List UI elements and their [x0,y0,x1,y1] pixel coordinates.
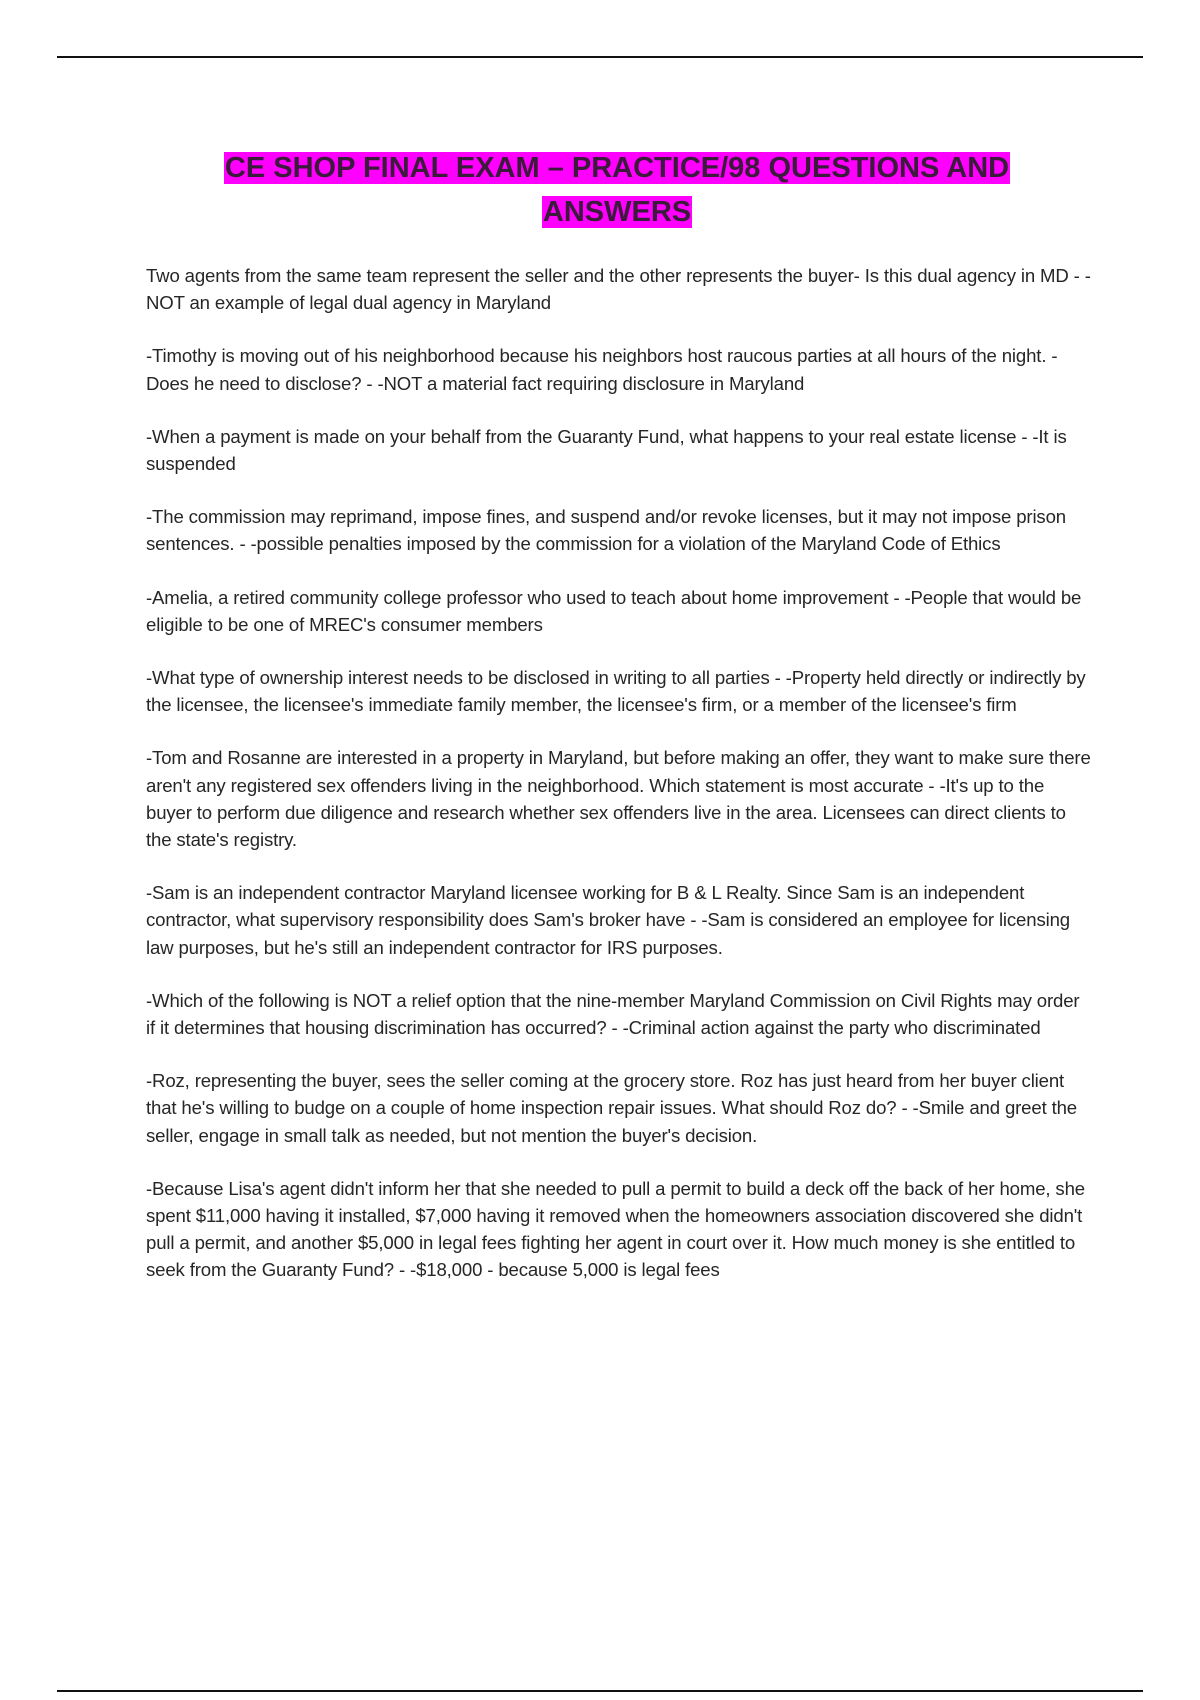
title-block [150,146,1084,234]
footer-divider [57,1690,1143,1692]
header-divider [57,56,1143,58]
qa-item-2: -Timothy is moving out of his neighborhood because his neighbors host raucous parties at all hours of the night. - Does he need to disclose? - -NOT a material fact requiring disclosure in Maryland [146,345,1058,394]
qa-list [146,262,1091,1310]
qa-item-8: -Sam is an independent contractor Maryland licensee working for B & L Realty. Since Sam is an independent contractor, what supervisory responsibility does Sam's broker have - -Sam is considered an employee for licensing law purposes, but he's still an independent contractor for IRS purposes. [146,882,1070,958]
qa-item-10: -Roz, representing the buyer, sees the seller coming at the grocery store. Roz has just heard from her buyer client that he's willing to budge on a couple of home inspection repair issues. What should Roz do? - -Smile and greet the seller, engage in small talk as needed, but not mention the buyer's decision. [146,1070,1077,1146]
qa-item-3: -When a payment is made on your behalf from the Guaranty Fund, what happens to your real estate license - -It is suspended [146,425,1067,475]
qa-item-6: -What type of ownership interest needs to be disclosed in writing to all parties - -Property held directly or indirectly by the licensee, the licensee's immediate family member, the licensee's firm, or a member of the licensee's firm [146,667,1086,716]
qa-item-4: -The commission may reprimand, impose fines, and suspend and/or revoke licenses, but it may not impose prison sentences. - -possible penalties imposed by the commission for a violation of the Maryland Code of Ethics [146,506,1066,555]
qa-item-5: -Amelia, a retired community college professor who used to teach about home improvement - -People that would be eligible to be one of MREC's consumer members [146,586,1082,635]
qa-item-11: -Because Lisa's agent didn't inform her that she needed to pull a permit to build a deck off the back of her home, she spent $11,000 having it installed, $7,000 having it removed when the homeowners association discovered she didn't pull a permit, and another $5,000 in legal fees fighting her agent in court over it. How much money is she entitled to seek from the Guaranty Fund? - -$18,000 - because 5,000 is legal fees [146,1177,1085,1281]
page-title: CE SHOP FINAL EXAM – PRACTICE/98 QUESTIONS AND ANSWERS [224,152,1010,228]
qa-item-1: Two agents from the same team represent the seller and the other represents the buyer- Is this dual agency in MD - -NOT an example of legal dual agency in Maryland [146,265,1091,314]
qa-item-7: -Tom and Rosanne are interested in a property in Maryland, but before making an offer, they want to make sure there aren't any registered sex offenders living in the neighborhood. Which statement is most accurate - -It's up to the buyer to perform due diligence and research whether sex offenders live in the area. Licensees can direct clients to the state's registry. [146,747,1091,851]
qa-item-9: -Which of the following is NOT a relief option that the nine-member Maryland Commission on Civil Rights may order if it determines that housing discrimination has occurred? - -Criminal action against the party who discriminated [146,989,1080,1039]
